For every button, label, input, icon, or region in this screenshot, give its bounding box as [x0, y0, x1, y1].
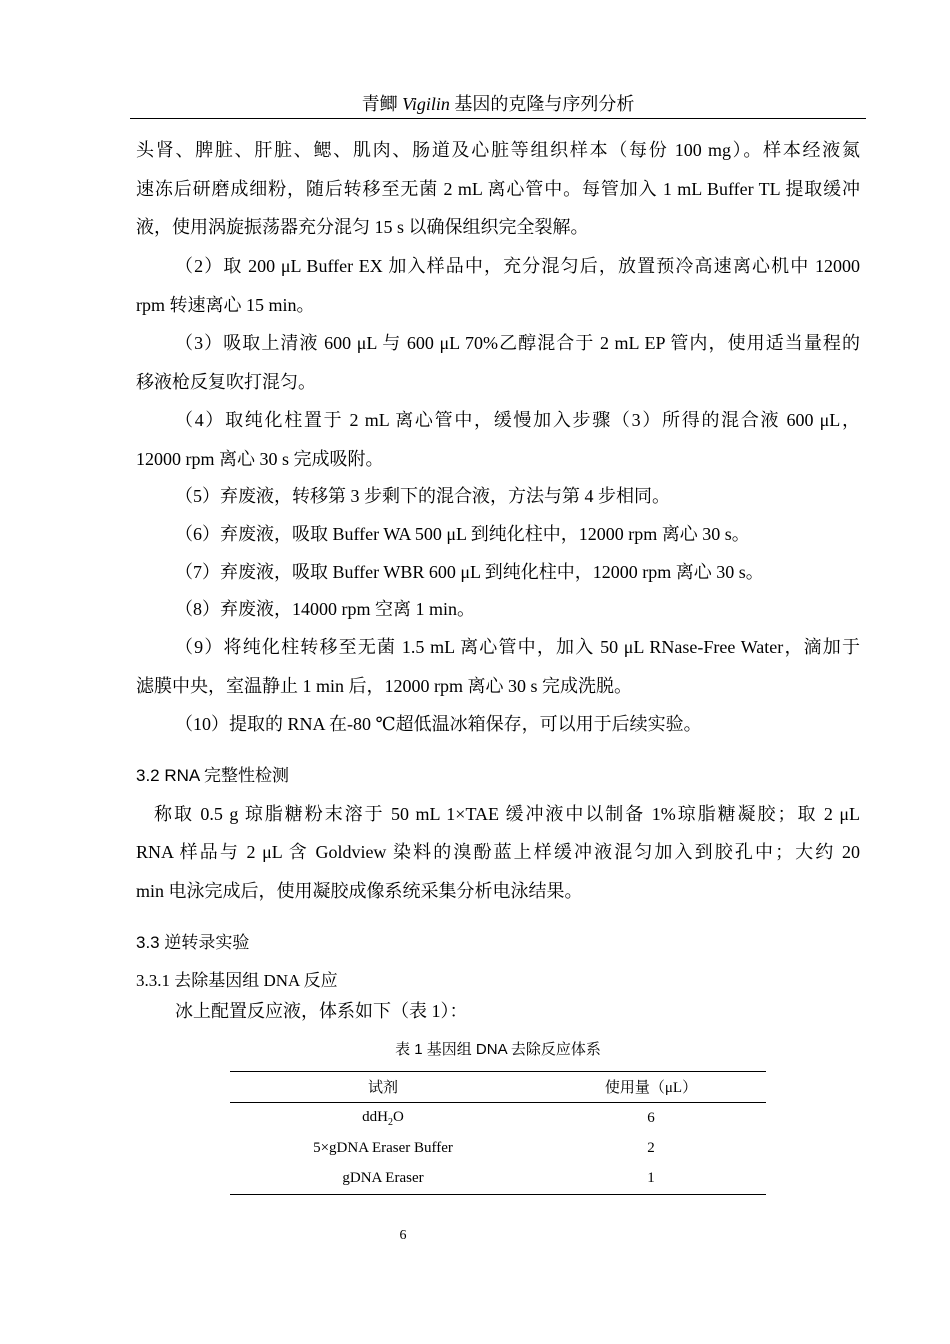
body-line: 滤膜中央，室温静止 1 min 后，12000 rpm 离心 30 s 完成洗脱。: [136, 676, 632, 696]
section-3-3-intro: 冰上配置反应液，体系如下（表 1）：: [175, 1001, 468, 1021]
table-cell-reagent: 5×gDNA Eraser Buffer: [313, 1139, 453, 1156]
body-line: 12000 rpm 离心 30 s 完成吸附。: [136, 449, 384, 469]
reagent-text: ddH: [362, 1108, 388, 1125]
section-3-3-heading: 3.3 逆转录实验: [136, 933, 250, 952]
table-header-reagent: 试剂: [230, 1071, 536, 1103]
table-cell-amount: 2: [647, 1139, 655, 1156]
table-bottom-rule: [230, 1194, 766, 1195]
section-3-2-line: RNA 样品与 2 μL 含 Goldview 染料的溴酚蓝上样缓冲液混匀加入到胶孔中；大约 20: [136, 842, 860, 862]
table-row: [230, 1163, 766, 1193]
section-3-2-line: min 电泳完成后，使用凝胶成像系统采集分析电泳结果。: [136, 881, 583, 901]
reagent-subscript: 2: [388, 1116, 393, 1128]
body-line: （9）将纯化柱转移至无菌 1.5 mL 离心管中，加入 50 μL RNase-Free Water，滴加于: [175, 637, 860, 657]
body-line: （4）取纯化柱置于 2 mL 离心管中，缓慢加入步骤（3）所得的混合液 600 μL，: [175, 410, 860, 430]
header-title-italic: Vigilin: [402, 94, 450, 114]
body-line: （3）吸取上清液 600 μL 与 600 μL 70%乙醇混合于 2 mL EP 管内，使用适当量程的: [175, 333, 860, 353]
table-row: [230, 1103, 766, 1134]
page-number: 6: [399, 1228, 407, 1243]
body-line: 液，使用涡旋振荡器充分混匀 15 s 以确保组织完全裂解。: [136, 217, 589, 237]
table-row: [230, 1133, 766, 1163]
table-header-row: [230, 1071, 766, 1103]
body-line: 头肾、脾脏、肝脏、鳃、肌肉、肠道及心脏等组织样本（每份 100 mg）。样本经液氮: [136, 140, 860, 160]
reaction-table: [230, 1071, 766, 1193]
body-line: （7）弃废液，吸取 Buffer WBR 600 μL 到纯化柱中，12000 rpm 离心 30 s。: [175, 562, 764, 582]
table-cell-amount: 1: [647, 1169, 655, 1186]
body-line: rpm 转速离心 15 min。: [136, 295, 315, 315]
body-line: （10）提取的 RNA 在-80 ℃超低温冰箱保存，可以用于后续实验。: [175, 714, 702, 734]
running-header: [130, 92, 866, 116]
body-line: （8）弃废液，14000 rpm 空离 1 min。: [175, 599, 475, 619]
header-title-suffix: 基因的克隆与序列分析: [449, 94, 635, 114]
body-line: 速冻后研磨成细粉，随后转移至无菌 2 mL 离心管中。每管加入 1 mL Buffer TL 提取缓冲: [136, 179, 860, 199]
table-header-amount: 使用量（μL）: [536, 1071, 766, 1103]
body-line: 移液枪反复吹打混匀。: [136, 372, 316, 392]
table-cell-amount: 6: [647, 1109, 655, 1126]
body-line: （6）弃废液，吸取 Buffer WA 500 μL 到纯化柱中，12000 rpm 离心 30 s。: [175, 524, 750, 544]
body-line: （5）弃废液，转移第 3 步剩下的混合液，方法与第 4 步相同。: [175, 486, 670, 506]
header-rule: [130, 118, 866, 119]
reagent-text-tail: O: [393, 1108, 404, 1125]
table-caption: 表 1 基因组 DNA 去除反应体系: [395, 1041, 601, 1058]
body-line: （2）取 200 μL Buffer EX 加入样品中，充分混匀后，放置预冷高速离心机中 12000: [175, 256, 860, 276]
table-cell-reagent: gDNA Eraser: [342, 1169, 424, 1186]
header-title-prefix: 青鲫: [361, 94, 403, 114]
section-3-2-heading: 3.2 RNA 完整性检测: [136, 766, 290, 785]
section-3-3-1-heading: 3.3.1 去除基因组 DNA 反应: [136, 971, 338, 990]
table-cell-reagent: [230, 1103, 536, 1134]
section-3-2-line: 称取 0.5 g 琼脂糖粉末溶于 50 mL 1×TAE 缓冲液中以制备 1%琼脂糖凝胶；取 2 μL: [154, 804, 860, 824]
